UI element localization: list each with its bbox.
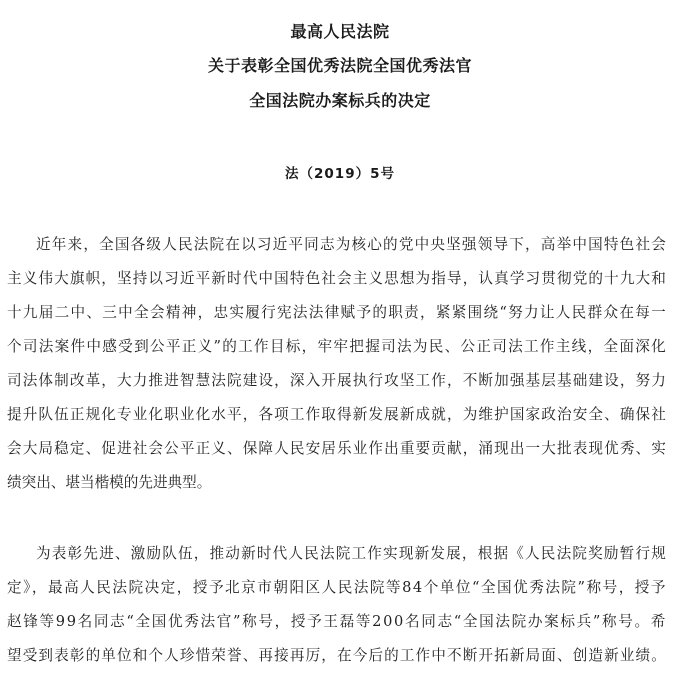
decision-title-line2: 全国法院办案标兵的决定 xyxy=(249,91,431,110)
document-number: 法（2019）5号 xyxy=(285,166,395,182)
paragraph-2-line: 定》，最高人民法院决定，授予北京市朝阳区人民法院等84个单位“全国优秀法院”称号，授予 xyxy=(7,579,667,596)
paragraph-1-line: 司法体制改革，大力推进智慧法院建设，深入开展执行攻坚工作，不断加强基层基础建设，努力 xyxy=(7,372,667,389)
paragraph-2-line: 望受到表彰的单位和个人珍惜荣誉、再接再厉，在今后的工作中不断开拓新局面、创造新业绩。 xyxy=(7,647,667,664)
paragraph-1-line: 十九届二中、三中全会精神，忠实履行宪法法律赋予的职责，紧紧围绕“努力让人民群众在每一 xyxy=(7,304,667,321)
paragraph-1-line: 近年来，全国各级人民法院在以习近平同志为核心的党中央坚强领导下，高举中国特色社会 xyxy=(36,236,667,253)
paragraph-1-line: 个司法案件中感受到公平正义”的工作目标，牢牢把握司法为民、公正司法工作主线，全面深化 xyxy=(7,338,667,355)
paragraph-1-line: 会大局稳定、促进社会公平正义、保障人民安居乐业作出重要贡献，涌现出一大批表现优秀、实 xyxy=(7,440,667,457)
paragraph-2-line: 为表彰先进、激励队伍，推动新时代人民法院工作实现新发展，根据《人民法院奖励暂行规 xyxy=(36,545,667,562)
paragraph-2-line: 赵锋等99名同志“全国优秀法官”称号，授予王磊等200名同志“全国法院办案标兵”称号。希 xyxy=(7,613,667,630)
paragraph-1-line: 提升队伍正规化专业化职业化水平，各项工作取得新发展新成就，为维护国家政治安全、确保社 xyxy=(7,406,667,423)
paragraph-1-line: 主义伟大旗帜，坚持以习近平新时代中国特色社会主义思想为指导，认真学习贯彻党的十九大和 xyxy=(7,270,667,287)
issuer-title: 最高人民法院 xyxy=(290,22,390,41)
decision-title-line1: 关于表彰全国优秀法院全国优秀法官 xyxy=(207,56,472,75)
paragraph-1-line: 绩突出、堪当楷模的先进典型。 xyxy=(7,474,212,491)
